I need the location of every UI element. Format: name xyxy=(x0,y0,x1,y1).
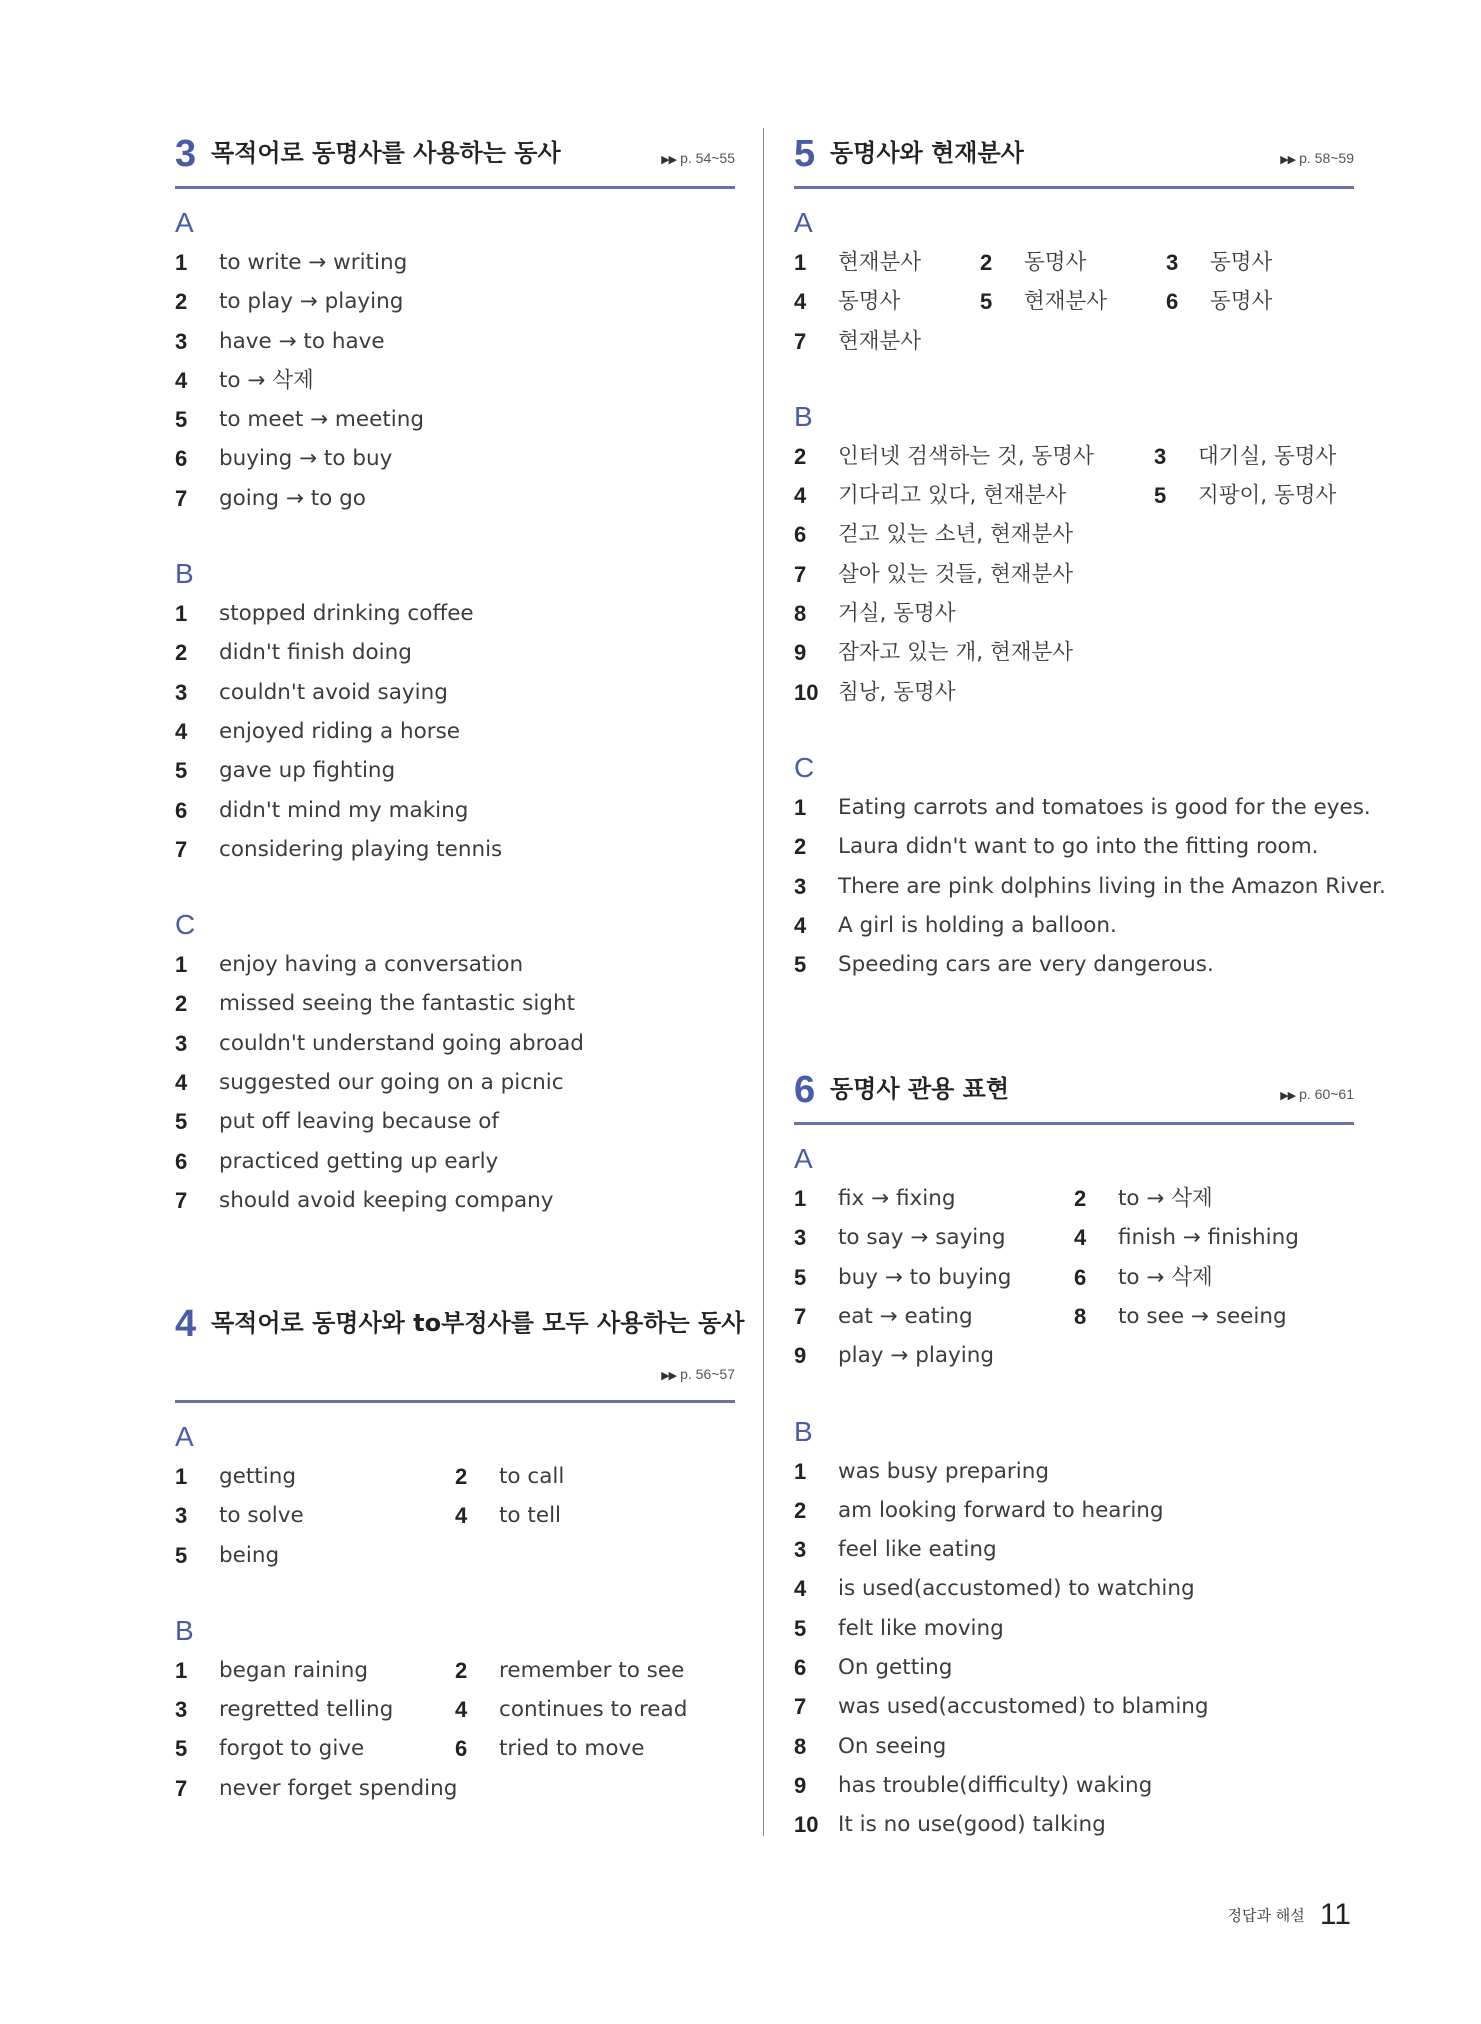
answer-text: to call xyxy=(499,1464,565,1489)
section-5-header xyxy=(794,130,1354,189)
answer-text: to → 삭제 xyxy=(219,367,314,393)
answer-number: 1 xyxy=(175,1464,188,1489)
answer-number: 5 xyxy=(175,758,188,784)
answer-text: On getting xyxy=(838,1654,953,1680)
answer-text: to tell xyxy=(499,1503,562,1529)
answer-number: 3 xyxy=(794,1225,807,1251)
answer-number: 9 xyxy=(794,640,807,666)
answer-item xyxy=(175,984,735,1023)
column-divider xyxy=(763,128,764,1836)
answer-text: enjoyed riding a horse xyxy=(219,718,461,744)
answer-text: It is no use(good) talking xyxy=(838,1812,1106,1838)
answer-number: 1 xyxy=(794,794,807,820)
answer-number: 5 xyxy=(175,1109,188,1135)
answer-text: didn't finish doing xyxy=(219,640,412,666)
answer-number: 7 xyxy=(794,1303,807,1329)
answer-text: 잠자고 있는 개, 현재분사 xyxy=(838,640,1074,666)
answer-item xyxy=(175,633,735,672)
page-reference-text: p. 60~61 xyxy=(1299,1086,1354,1102)
answer-number: 5 xyxy=(794,952,807,978)
answer-text: forgot to give xyxy=(219,1736,365,1762)
answer-number: 2 xyxy=(794,443,807,469)
answer-text: Laura didn't want to go into the fitting room. xyxy=(838,834,1319,860)
answer-number: 1 xyxy=(794,250,807,275)
answer-text: continues to read xyxy=(499,1697,688,1723)
page-reference xyxy=(661,1366,735,1382)
answer-text: Speeding cars are very dangerous. xyxy=(838,952,1214,978)
section-title: 목적어로 동명사와 to부정사를 모두 사용하는 동사 xyxy=(211,1309,745,1337)
answer-text: being xyxy=(219,1542,280,1568)
answer-list-3c xyxy=(175,945,735,1220)
answer-text: practiced getting up early xyxy=(219,1148,499,1174)
answer-number: 2 xyxy=(794,1497,807,1523)
answer-item xyxy=(794,1687,1354,1726)
answer-item xyxy=(175,361,735,400)
answer-text: never forget spending xyxy=(219,1775,458,1801)
answer-text: is used(accustomed) to watching xyxy=(838,1576,1195,1602)
answer-text: 걷고 있는 소년, 현재분사 xyxy=(838,522,1074,548)
answer-number: 1 xyxy=(175,601,188,627)
double-arrow-icon: ▶▶ xyxy=(1280,1090,1296,1102)
answer-number: 6 xyxy=(794,1654,807,1680)
answer-item xyxy=(175,1181,735,1220)
answer-item xyxy=(175,712,735,751)
answer-number: 2 xyxy=(980,250,993,275)
answer-grid-4b xyxy=(175,1651,735,1808)
footer-label: 정답과 해설 xyxy=(1227,1906,1305,1925)
answer-number: 7 xyxy=(794,1694,807,1720)
answer-number: 7 xyxy=(175,485,188,511)
answer-number: 1 xyxy=(175,1657,188,1683)
answer-number: 7 xyxy=(794,561,807,587)
answer-item xyxy=(175,322,735,361)
answer-text: There are pink dolphins living in the Amazon River. xyxy=(838,873,1386,899)
answer-number: 10 xyxy=(794,679,819,705)
answer-number: 2 xyxy=(455,1657,468,1683)
page-reference xyxy=(661,150,735,166)
answer-item xyxy=(175,751,735,790)
answer-number: 8 xyxy=(1074,1303,1087,1329)
answer-number: 5 xyxy=(980,289,993,315)
answer-text: 동명사 xyxy=(1210,250,1273,275)
answer-number: 1 xyxy=(794,1458,807,1484)
answer-text: tried to move xyxy=(499,1736,645,1762)
double-arrow-icon: ▶▶ xyxy=(661,154,677,166)
answer-number: 3 xyxy=(794,873,807,899)
answer-text: to say → saying xyxy=(838,1225,1006,1251)
answer-text: eat → eating xyxy=(838,1303,973,1329)
answer-text: 지팡이, 동명사 xyxy=(1198,483,1337,509)
answer-text: A girl is holding a balloon. xyxy=(838,912,1117,938)
answer-text: 동명사 xyxy=(1024,250,1087,275)
answer-item xyxy=(794,827,1354,866)
answer-number: 7 xyxy=(175,1775,188,1801)
page-reference-text: p. 54~55 xyxy=(680,150,735,166)
answer-item xyxy=(794,788,1371,827)
answer-number: 3 xyxy=(175,1030,188,1056)
answer-item xyxy=(175,282,735,321)
answer-item xyxy=(175,945,735,984)
section-number: 3 xyxy=(175,133,197,175)
answer-text: considering playing tennis xyxy=(219,836,503,862)
answer-text: 기다리고 있다, 현재분사 xyxy=(838,483,1067,509)
page-reference xyxy=(1280,1086,1354,1102)
answer-text: missed seeing the fantastic sight xyxy=(219,991,575,1017)
answer-number: 10 xyxy=(794,1812,819,1838)
answer-number: 2 xyxy=(175,289,188,315)
answer-number: 3 xyxy=(175,328,188,354)
page-number: 11 xyxy=(1319,1898,1351,1931)
answer-text: should avoid keeping company xyxy=(219,1187,554,1213)
page-reference xyxy=(1280,150,1354,166)
answer-number: 4 xyxy=(794,1576,807,1602)
answer-text: have → to have xyxy=(219,328,385,354)
answer-item xyxy=(175,1063,735,1102)
answer-text: 동명사 xyxy=(1210,289,1273,315)
answer-number: 5 xyxy=(175,1736,188,1762)
answer-text: feel like eating xyxy=(838,1537,997,1563)
subsection-b-label: B xyxy=(794,1415,813,1447)
answer-number: 5 xyxy=(175,1542,188,1568)
answer-text: 침낭, 동명사 xyxy=(838,679,956,705)
answer-text: to → 삭제 xyxy=(1118,1186,1213,1211)
section-3-header xyxy=(175,130,735,189)
answer-number: 1 xyxy=(175,250,188,275)
answer-number: 5 xyxy=(794,1615,807,1641)
answer-text: gave up fighting xyxy=(219,758,396,784)
answer-list-5c xyxy=(794,788,1386,984)
answer-number: 4 xyxy=(175,718,188,744)
answer-text: buy → to buying xyxy=(838,1264,1012,1290)
answer-text: 살아 있는 것들, 현재분사 xyxy=(838,561,1074,587)
answer-item xyxy=(175,439,735,478)
answer-item xyxy=(175,1102,735,1141)
section-5 xyxy=(794,130,1386,984)
answer-number: 3 xyxy=(1166,250,1179,275)
answer-item xyxy=(794,945,1354,984)
answer-item xyxy=(794,1609,1354,1648)
section-title: 목적어로 동명사를 사용하는 동사 xyxy=(211,139,561,167)
answer-item xyxy=(794,1530,1354,1569)
answer-number: 2 xyxy=(794,834,807,860)
answer-text: fix → fixing xyxy=(838,1186,956,1211)
section-number: 5 xyxy=(794,133,816,175)
answer-number: 7 xyxy=(794,328,807,354)
answer-number: 5 xyxy=(175,407,188,433)
answer-text: to meet → meeting xyxy=(219,407,425,433)
subsection-c-label: C xyxy=(175,909,196,941)
answer-number: 4 xyxy=(794,483,807,509)
answer-item xyxy=(794,1766,1354,1805)
answer-number: 3 xyxy=(1154,443,1167,469)
answer-number: 5 xyxy=(794,1264,807,1290)
subsection-b-label: B xyxy=(175,1614,194,1646)
answer-number: 4 xyxy=(175,1070,188,1096)
answer-text: to write → writing xyxy=(219,250,408,275)
answer-number: 4 xyxy=(794,912,807,938)
answer-item xyxy=(794,1452,1354,1491)
subsection-a-label: A xyxy=(175,207,194,238)
answer-number: 5 xyxy=(1154,483,1167,509)
answer-item xyxy=(175,243,735,282)
answer-number: 2 xyxy=(175,640,188,666)
answer-text: put off leaving because of xyxy=(219,1109,500,1135)
page-footer xyxy=(1228,1898,1351,1932)
answer-number: 6 xyxy=(175,446,188,472)
section-3 xyxy=(175,130,735,1220)
answer-text: 인터넷 검색하는 것, 동명사 xyxy=(838,443,1094,469)
section-title: 동명사 관용 표현 xyxy=(830,1075,1009,1103)
section-4 xyxy=(175,1300,745,1808)
answer-text: to → 삭제 xyxy=(1118,1264,1213,1290)
answer-number: 6 xyxy=(175,797,188,823)
answer-number: 3 xyxy=(175,1503,188,1529)
answer-text: play → playing xyxy=(838,1343,994,1369)
subsection-c-label: C xyxy=(794,751,815,783)
answer-item xyxy=(175,1024,735,1063)
answer-item xyxy=(794,1727,1354,1766)
answer-text: enjoy having a conversation xyxy=(219,952,524,978)
answer-text: 거실, 동명사 xyxy=(838,601,956,627)
answer-grid-5b xyxy=(794,437,1354,712)
answer-text: finish → finishing xyxy=(1118,1225,1299,1251)
answer-text: 현재분사 xyxy=(1024,289,1108,315)
answer-number: 1 xyxy=(175,952,188,978)
answer-text: to solve xyxy=(219,1503,304,1529)
answer-text: didn't mind my making xyxy=(219,797,469,823)
answer-item xyxy=(175,479,735,518)
answer-number: 7 xyxy=(175,1187,188,1213)
answer-item xyxy=(794,867,1386,906)
answer-text: couldn't avoid saying xyxy=(219,679,448,705)
section-number: 4 xyxy=(175,1303,197,1345)
subsection-a-label: A xyxy=(794,207,813,238)
answer-text: began raining xyxy=(219,1657,369,1683)
answer-number: 4 xyxy=(1074,1225,1087,1251)
answer-number: 6 xyxy=(1166,289,1179,315)
answer-number: 6 xyxy=(175,1148,188,1174)
answer-text: felt like moving xyxy=(838,1615,1004,1641)
answer-text: to see → seeing xyxy=(1118,1303,1287,1329)
double-arrow-icon: ▶▶ xyxy=(661,1370,677,1382)
answer-number: 4 xyxy=(455,1697,468,1723)
answer-text: remember to see xyxy=(499,1657,685,1683)
answer-text: stopped drinking coffee xyxy=(219,601,474,627)
page-reference-text: p. 56~57 xyxy=(680,1366,735,1382)
answer-text: regretted telling xyxy=(219,1697,394,1723)
answer-text: buying → to buy xyxy=(219,446,393,472)
answer-text: 현재분사 xyxy=(838,250,922,275)
answer-number: 6 xyxy=(794,522,807,548)
double-arrow-icon: ▶▶ xyxy=(1280,154,1296,166)
answer-text: Eating carrots and tomatoes is good for the eyes. xyxy=(838,794,1371,820)
answer-number: 4 xyxy=(175,367,188,393)
answer-text: was busy preparing xyxy=(838,1458,1049,1484)
answer-item xyxy=(794,1569,1354,1608)
answer-number: 6 xyxy=(455,1736,468,1762)
answer-text: was used(accustomed) to blaming xyxy=(838,1694,1209,1720)
section-title: 동명사와 현재분사 xyxy=(830,139,1024,167)
answer-number: 2 xyxy=(175,991,188,1017)
section-6-header xyxy=(794,1066,1354,1125)
answer-number: 9 xyxy=(794,1772,807,1798)
answer-text: 대기실, 동명사 xyxy=(1198,443,1337,469)
section-6 xyxy=(794,1066,1354,1844)
answer-number: 8 xyxy=(794,601,807,627)
answer-item xyxy=(175,791,735,830)
answer-item xyxy=(175,400,735,439)
answer-text: has trouble(difficulty) waking xyxy=(838,1772,1153,1798)
answer-item xyxy=(175,594,735,633)
answer-list-6b xyxy=(794,1452,1354,1845)
answer-number: 3 xyxy=(175,679,188,705)
subsection-a-label: A xyxy=(175,1421,194,1452)
answer-text: to play → playing xyxy=(219,289,404,315)
answer-number: 2 xyxy=(1074,1186,1087,1211)
answer-item xyxy=(794,1805,1354,1844)
answer-list-3a xyxy=(175,243,735,518)
subsection-a-label: A xyxy=(794,1143,813,1174)
answer-text: 동명사 xyxy=(838,289,901,315)
answer-item xyxy=(794,1491,1354,1530)
answer-grid-4a xyxy=(175,1457,735,1575)
answer-number: 7 xyxy=(175,836,188,862)
answer-number: 9 xyxy=(794,1343,807,1369)
answer-item xyxy=(175,673,735,712)
answer-number: 3 xyxy=(175,1697,188,1723)
answer-item xyxy=(175,830,735,869)
answer-number: 8 xyxy=(794,1733,807,1759)
page-reference-text: p. 58~59 xyxy=(1299,150,1354,166)
answer-text: am looking forward to hearing xyxy=(838,1497,1164,1523)
answer-grid-5a xyxy=(794,243,1354,361)
answer-list-3b xyxy=(175,594,735,869)
answer-text: going → to go xyxy=(219,485,366,511)
section-4-header xyxy=(175,1300,745,1403)
subsection-b-label: B xyxy=(794,400,813,432)
section-number: 6 xyxy=(794,1069,816,1111)
answer-item xyxy=(794,1648,1354,1687)
answer-text: getting xyxy=(219,1464,296,1489)
answer-grid-6a xyxy=(794,1179,1354,1376)
answer-number: 1 xyxy=(794,1186,807,1211)
answer-text: suggested our going on a picnic xyxy=(219,1070,564,1096)
answer-number: 2 xyxy=(455,1464,468,1489)
answer-text: On seeing xyxy=(838,1733,947,1759)
answer-number: 3 xyxy=(794,1537,807,1563)
answer-item xyxy=(175,1142,735,1181)
subsection-b-label: B xyxy=(175,558,194,590)
answer-number: 4 xyxy=(455,1503,468,1529)
answer-text: couldn't understand going abroad xyxy=(219,1030,584,1056)
answer-number: 4 xyxy=(794,289,807,315)
answer-text: 현재분사 xyxy=(838,328,922,354)
answer-number: 6 xyxy=(1074,1264,1087,1290)
answer-item xyxy=(794,906,1354,945)
